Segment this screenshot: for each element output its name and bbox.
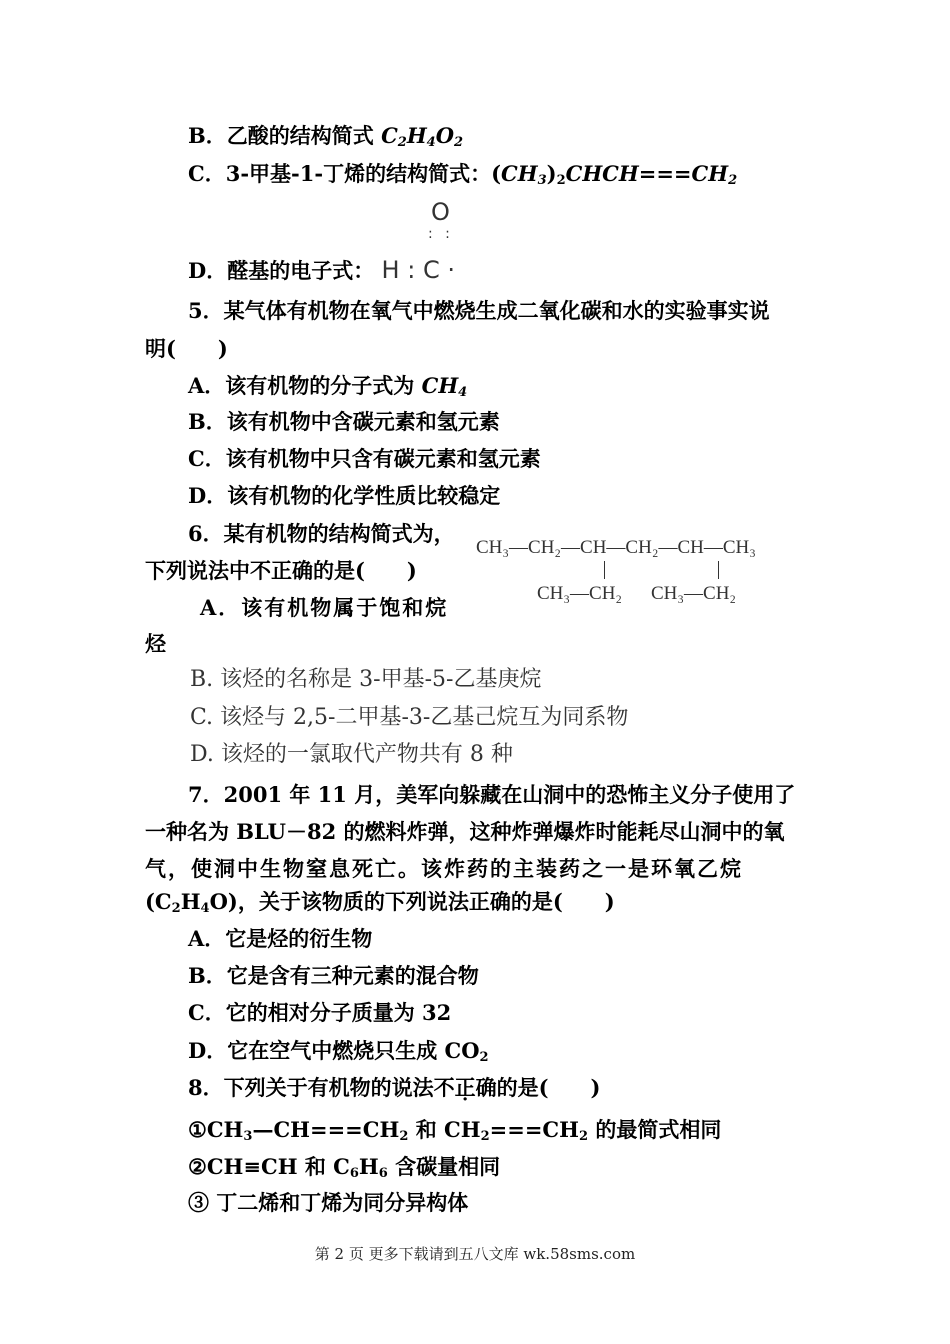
q8-item-2: ②CH≡CH 和 $C_6H_6$ 含碳量相同: [188, 1154, 501, 1181]
q7-option-d: D．它在空气中燃烧只生成 $CO_2$: [188, 1038, 489, 1065]
q7-stem-line2: 一种名为 BLU－82 的燃料炸弹，这种炸弹爆炸时能耗尽山洞中的氧: [145, 819, 785, 844]
q8-stem: 8．下列关于有机物的说法不正确的是( ): [188, 1075, 601, 1100]
q6-option-c: C. 该烃与 2,5-二甲基-3-乙基己烷互为同系物: [190, 705, 629, 730]
structure-branch-1: CH₃—CH₂: [537, 583, 623, 604]
structure-branch-2: CH₃—CH₂: [651, 583, 737, 604]
q7-stem-line1: 7．2001 年 11 月，美军向躲藏在山洞中的恐怖主义分子使用了: [188, 782, 796, 807]
page-footer: 第 2 页 更多下载请到五八文库 wk.58sms.com: [314, 1245, 636, 1263]
q6-option-b: B. 该烃的名称是 3-甲基-5-乙基庚烷: [190, 667, 542, 692]
q8-emphasis: 不正确: [433, 1075, 497, 1100]
q7-stem-line4: $(C_2H_4O)$，关于该物质的下列说法正确的是( ): [145, 889, 615, 916]
q5-option-c: C．该有机物中只含有碳元素和氢元素: [188, 446, 541, 471]
q6-stem-line2: 下列说法中不正确的是( ): [145, 558, 417, 583]
q8-item-1: $①CH_3—CH===CH_2$ 和 $CH_2===CH_2$ 的最简式相同: [188, 1117, 722, 1144]
q6-option-d: D. 该烃的一氯取代产物共有 8 种: [190, 742, 513, 767]
q7-option-c: C．它的相对分子质量为 32: [188, 1000, 452, 1025]
structure-bond-2: [718, 561, 719, 579]
q4-option-d: D．醛基的电子式： H : C ·: [188, 256, 455, 284]
q5-option-a: A．该有机物的分子式为 $CH_4$: [188, 373, 468, 400]
e-formula-oxygen: O: [431, 198, 450, 226]
q5-stem-line1: 5．某气体有机物在氧气中燃烧生成二氧化碳和水的实验事实说: [188, 298, 770, 323]
structure-bond-1: [604, 561, 605, 579]
q5-stem-line2: 明( ): [145, 336, 228, 361]
q6-option-a-line2: 烃: [145, 631, 166, 656]
q5-option-b: B．该有机物中含碳元素和氢元素: [188, 409, 500, 434]
q6-stem-line1: 6．某有机物的结构简式为，: [188, 521, 455, 546]
q8-item-3: ③ 丁二烯和丁烯为同分异构体: [188, 1190, 469, 1215]
q4-option-c: C．3-甲基-1-丁烯的结构简式：$(CH_3)_2CHCH===CH_2$: [188, 161, 738, 188]
q7-option-a: A．它是烃的衍生物: [188, 926, 373, 951]
q5-option-d: D．该有机物的化学性质比较稳定: [188, 483, 501, 508]
structure-main-chain: CH₃—CH₂—CH—CH₂—CH—CH₃: [476, 537, 756, 558]
q4-option-b: B．乙酸的结构简式 $C_2H_4O_2$: [188, 123, 464, 150]
e-formula-dots: : :: [428, 226, 454, 242]
q7-stem-line3: 气，使洞中生物窒息死亡。该炸药的主装药之一是环氧乙烷: [145, 856, 743, 881]
q7-option-b: B．它是含有三种元素的混合物: [188, 963, 479, 988]
q6-option-a-line1: A．该有机物属于饱和烷: [200, 595, 449, 620]
